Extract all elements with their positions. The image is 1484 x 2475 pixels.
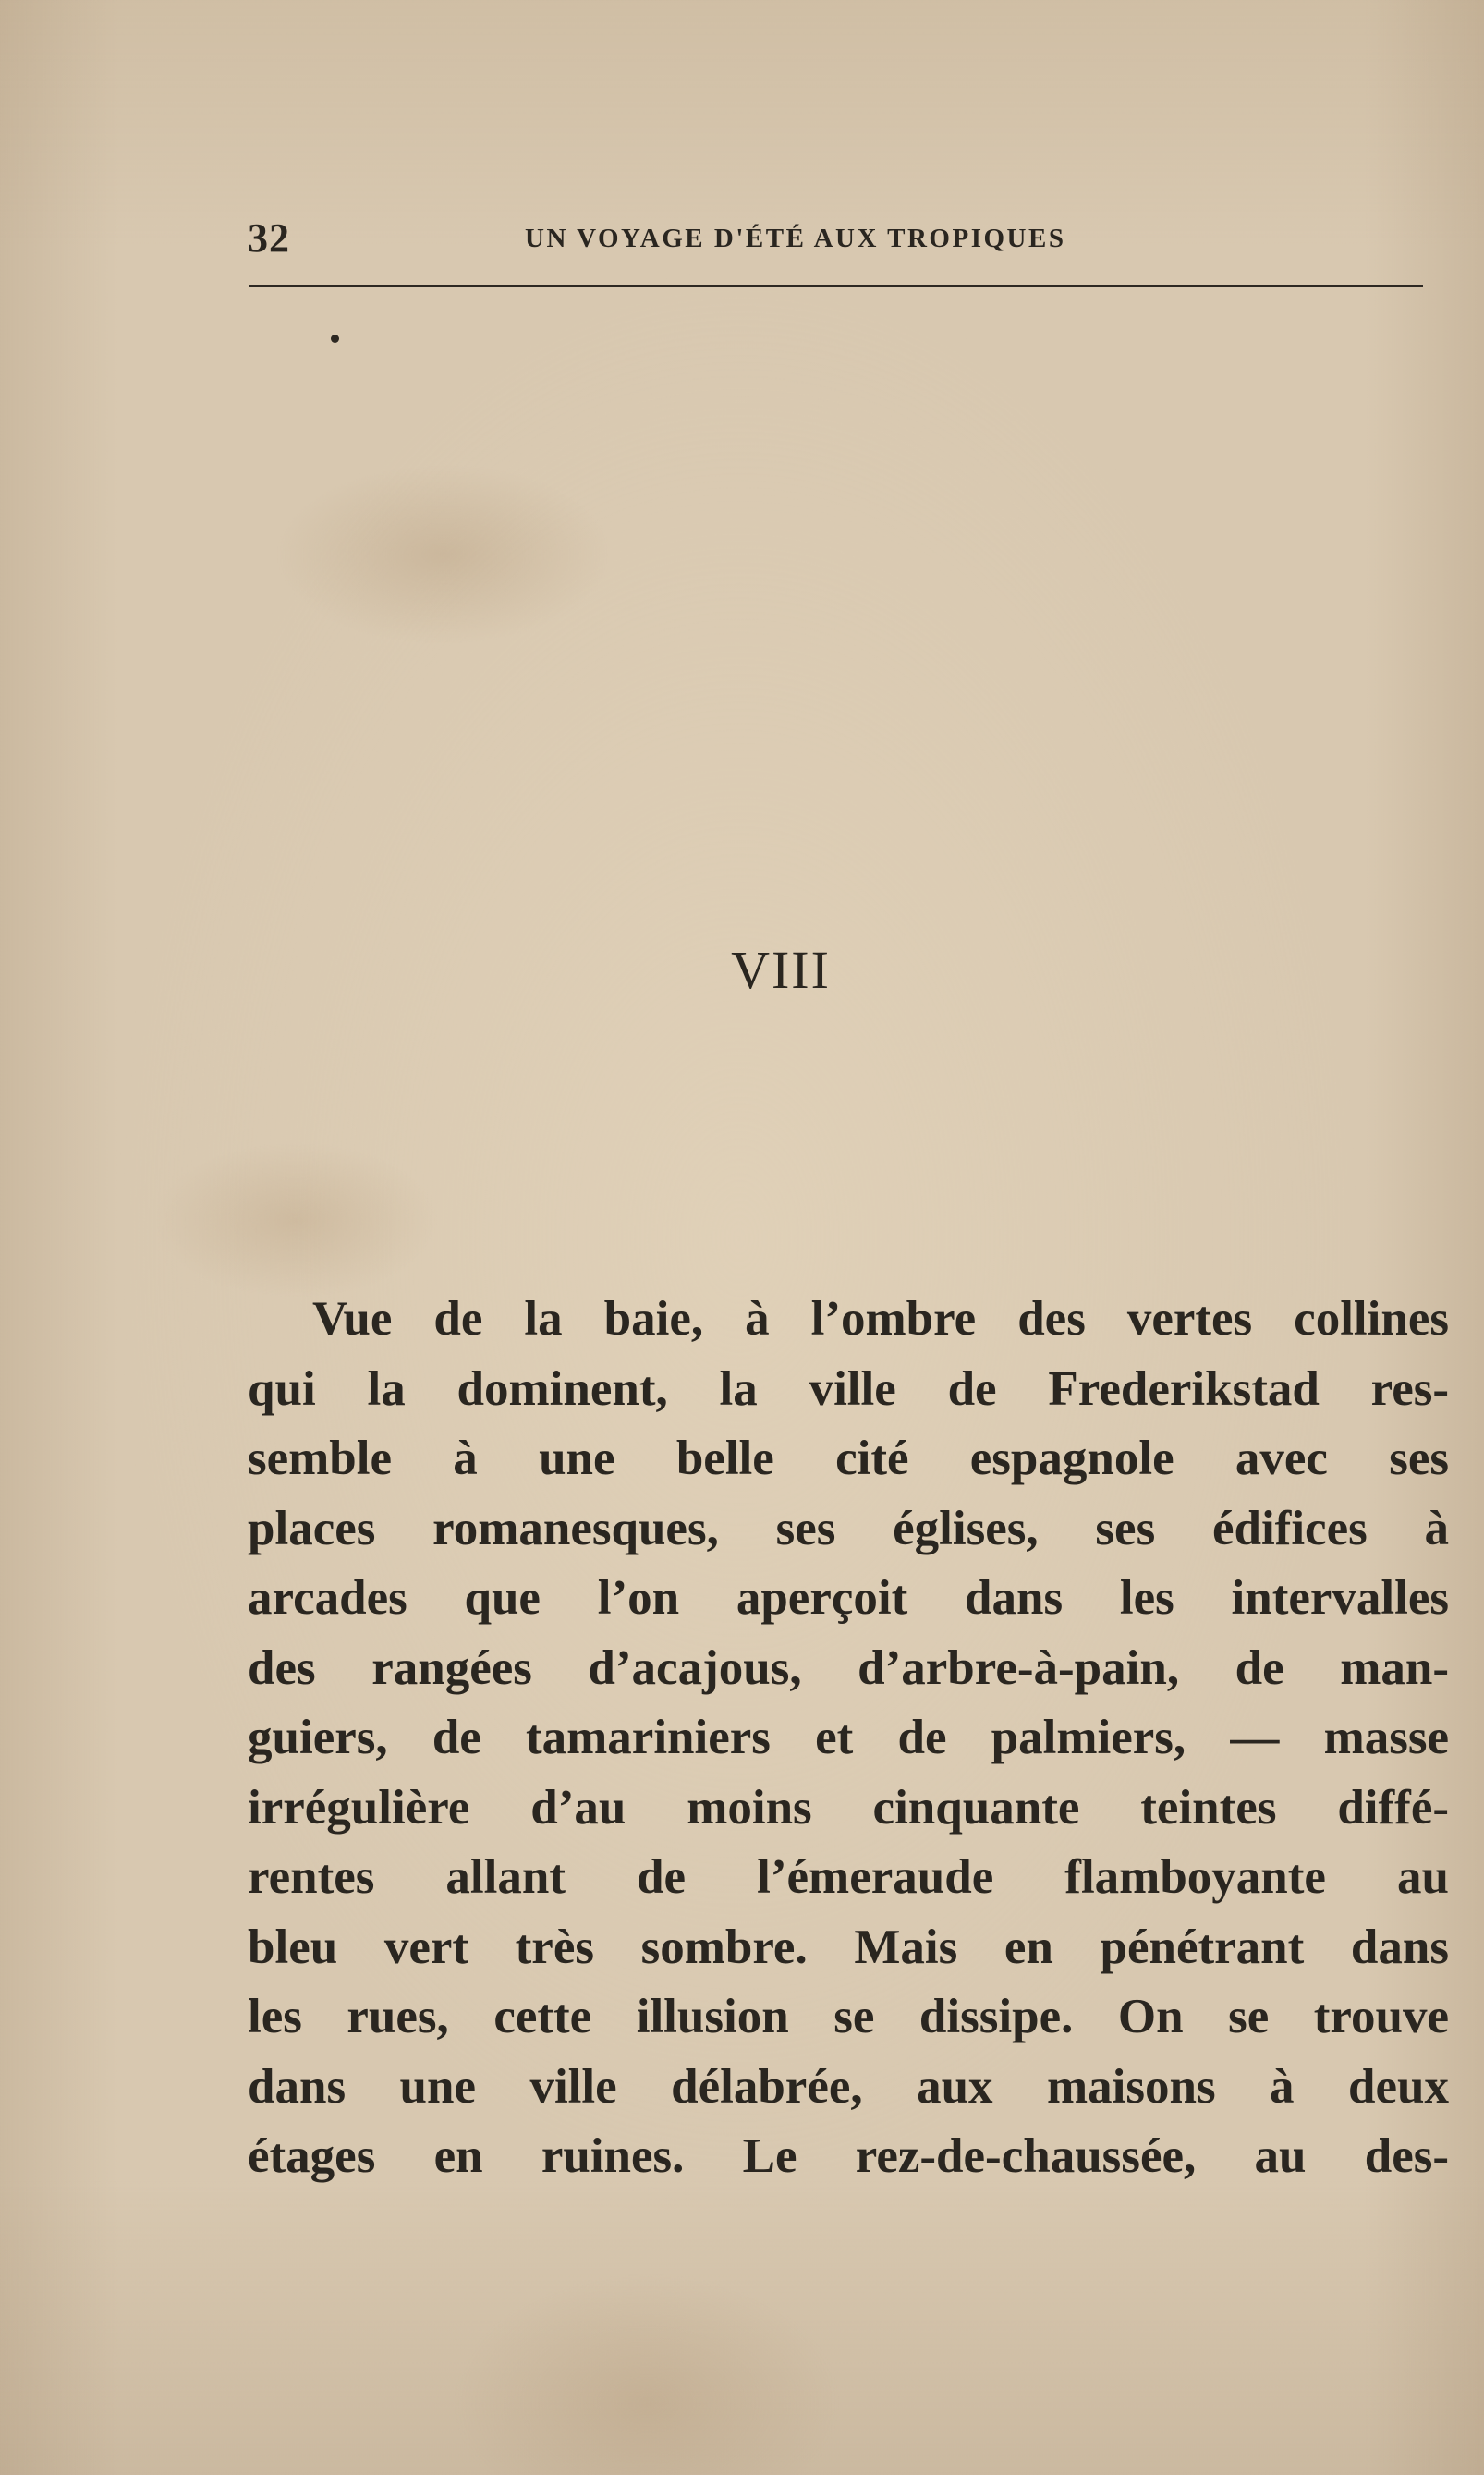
text-line: arcades que l’on aperçoit dans les intervalles (248, 1571, 1449, 1625)
text-line: les rues, cette illusion se dissipe. On se trouve (248, 1990, 1449, 2043)
text-line: étages en ruines. Le rez-de-chaussée, au des- (248, 2129, 1449, 2183)
text-line: qui la dominent, la ville de Frederikstad res- (248, 1361, 1449, 1416)
running-head (248, 211, 1421, 266)
text-line: bleu vert très sombre. Mais en pénétrant dans (248, 1920, 1449, 1974)
body-paragraph (248, 1285, 1449, 2192)
text-line: des rangées d’acajous, d’arbre-à-pain, de man- (248, 1640, 1449, 1695)
chapter-number: VIII (731, 940, 831, 1000)
text-line: places romanesques, ses églises, ses édifices à (248, 1501, 1449, 1555)
ink-dot (331, 335, 339, 343)
text-line: guiers, de tamariniers et de palmiers, — masse (248, 1711, 1449, 1764)
page-number: 32 (248, 215, 290, 261)
text-line: semble à une belle cité espagnole avec ses (248, 1432, 1449, 1485)
text-line: dans une ville délabrée, aux maisons à deux (248, 2059, 1449, 2114)
header-rule (249, 285, 1423, 287)
text-line: Vue de la baie, à l’ombre des vertes collines (312, 1292, 1449, 1346)
text-line: irrégulière d’au moins cinquante teintes diffé- (248, 1780, 1449, 1835)
text-line: rentes allant de l’émeraude flamboyante au (248, 1850, 1449, 1904)
running-title: UN VOYAGE D'ÉTÉ AUX TROPIQUES (525, 224, 1066, 253)
